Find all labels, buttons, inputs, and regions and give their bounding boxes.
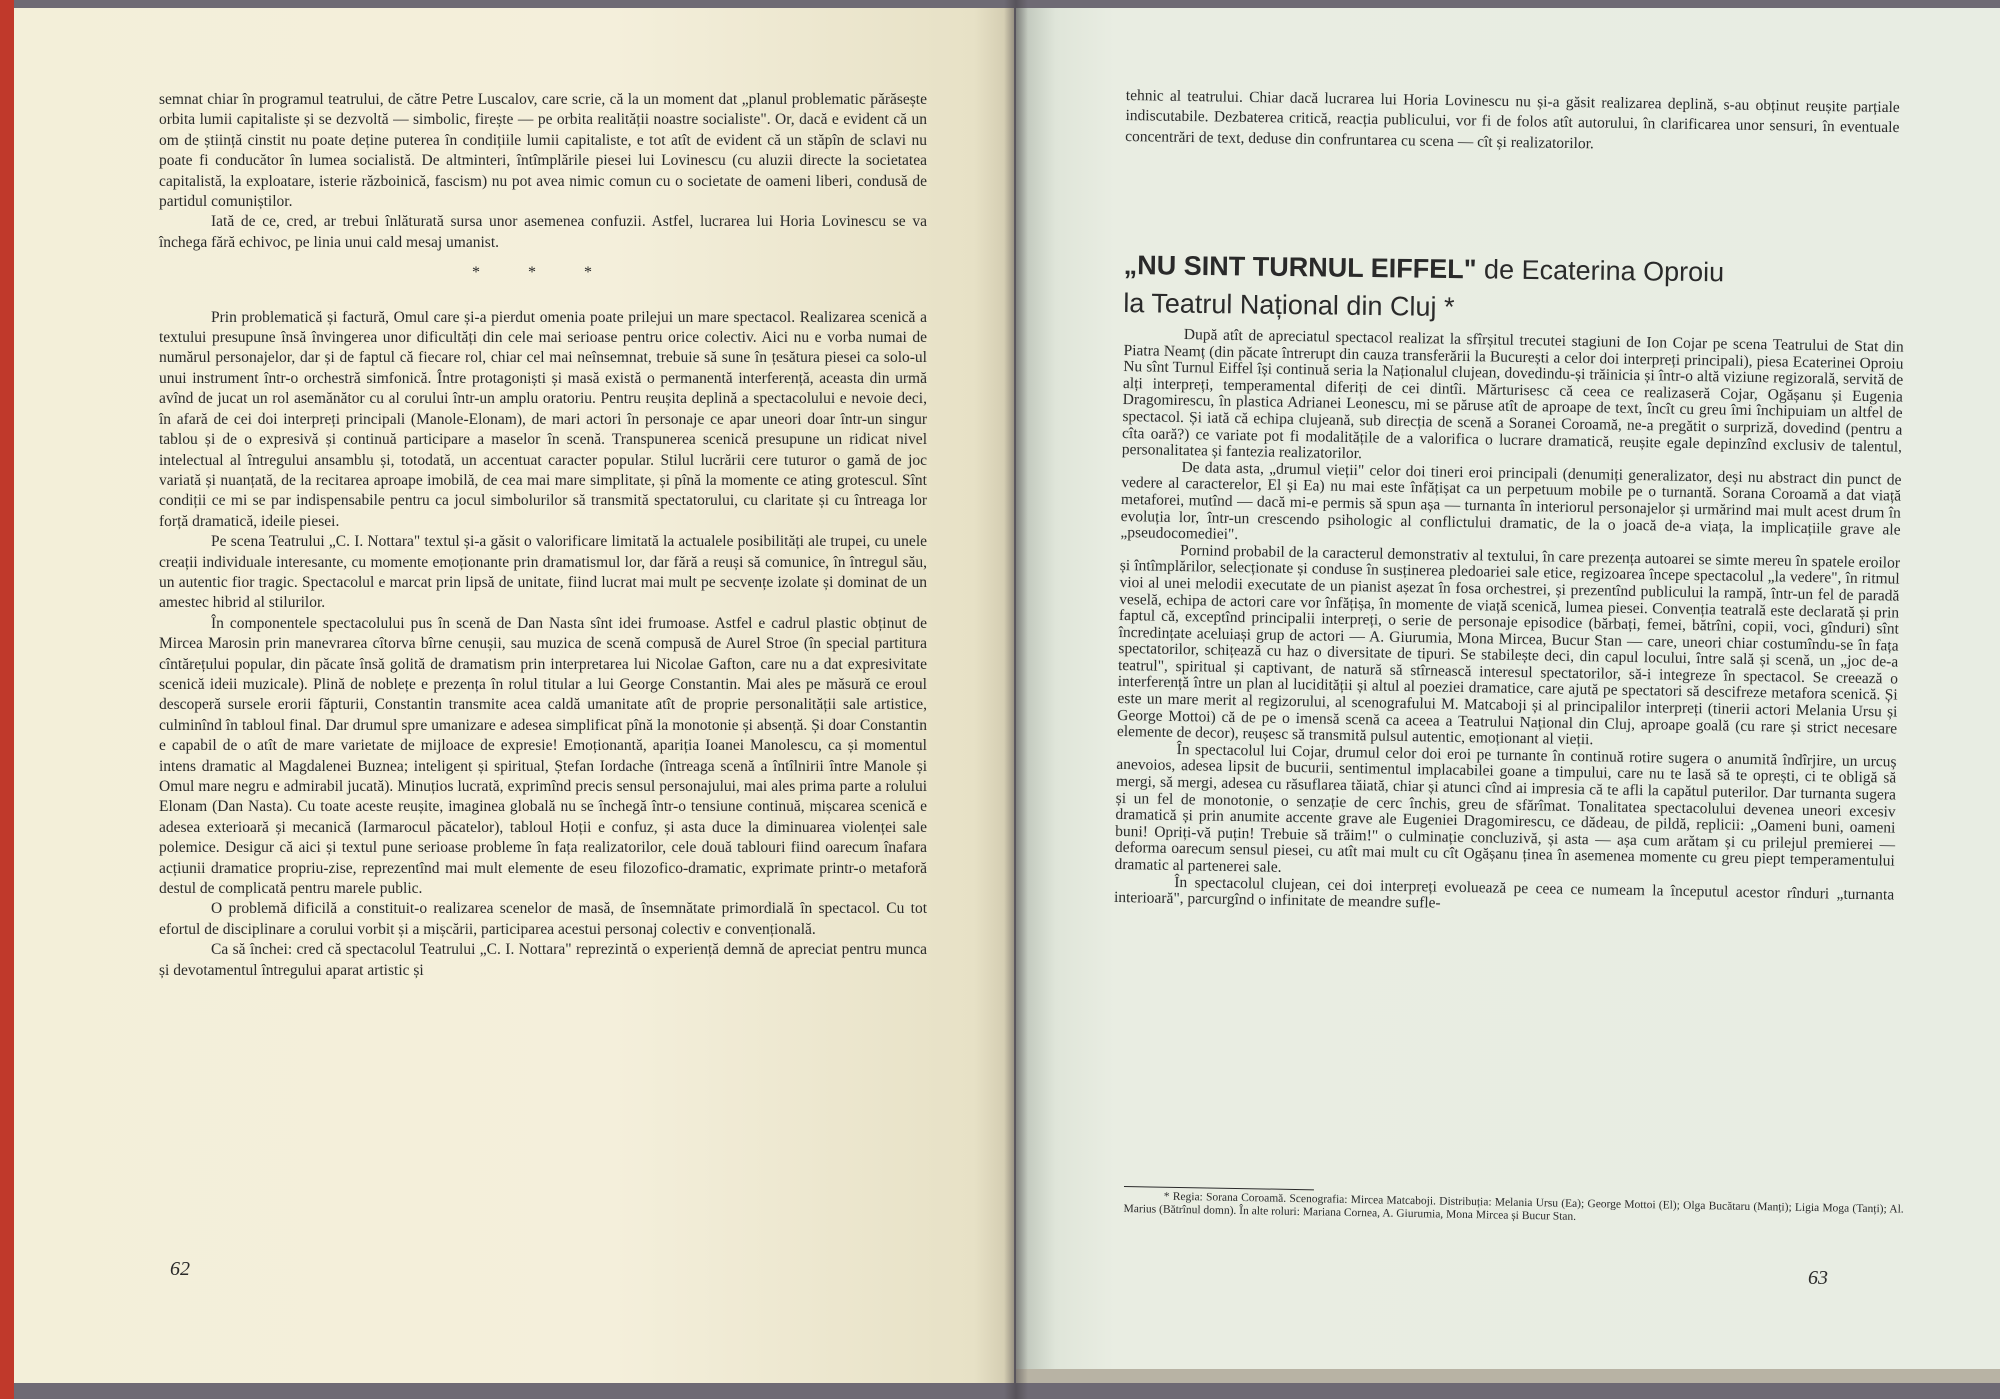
- paragraph: O problemă dificilă a constituit-o realizarea scenelor de masă, de însemnătate primordială în spectacol. Cu tot efortul de disciplinare a corului vorbit și a mișcării, participarea acestui personaj colectiv e convențională.: [159, 900, 927, 938]
- section-separator: * * *: [472, 264, 614, 282]
- article-body: [1114, 326, 1904, 920]
- paragraph: tehnic al teatrului. Chiar dacă lucrarea lui Horia Lovinescu nu și-a găsit realizarea deplină, s-au obținut reușite parțiale indiscutabile. Dezbaterea critică, reacția publicului, vor fi de folos atît autorului, în clarificarea unor sensuri, în eventuale concentrări de text, deduse din confruntarea cu scena — cît și realizatorilor.: [1125, 86, 1900, 153]
- page-number: 63: [1808, 1267, 1828, 1289]
- paragraph: Pe scena Teatrului „C. I. Nottara" textul și-a găsit o valorificare limitată la actualele posibilități ale trupei, cu unele creații individuale interesante, cu momente emoționante prin dramatismul lor, dar fără a reuși să comunice, în întregul său, un autentic fior tragic. Spectacolul e marcat prin lipsă de unitate, fiind lucrat mai mult pe secvențe izolate și dominat de un amestec hibrid al stilurilor.: [159, 533, 927, 612]
- paragraph: Prin problematică și factură, Omul care și-a pierdut omenia poate prilejui un mare spectacol. Realizarea scenică a textului presupune însă învingerea unor dificultăți din cele mai serioase pentru orice colectiv. Aici nu e vorba numai de numărul personajelor, dar și de faptul că fiecare rol, chiar cel mai neînsemnat, trebuie să sune în țesătura piesei ca solo-ul unui instrument într-o orchestră simfonică. Între protagoniști și masă există o permanentă interferență, aceasta din urmă avînd de jucat un rol asemănător cu al corului într-un amplu oratoriu. Pentru reușita deplină a spectacolului e nevoie deci, în afară de cei doi interpreți principali (Manole-Elonam), de mari actori în personaje ce apar uneori doar într-un singur tablou și de o expresivă și continuă participare a maselor în scenă. Transpunerea scenică presupune un ridicat nivel intelectual al întregului ansamblu și, totodată, un accentuat caracter popular. Stilul lucrării cere tuturor o gamă de joc variată și nuanțată, de la recitarea aproape imobilă, de cea mai mare simplitate, și pînă la momente ce ating grotescul. Sînt condiții ce mi se par indispensabile pentru ca jocul simbolurilor să transmită spectatorului, cu claritate și cu întreaga lor forță dramatică, ideile piesei.: [159, 308, 927, 530]
- left-page: [14, 8, 1014, 1383]
- title-play-name: „NU SINT TURNUL EIFFEL": [1123, 249, 1477, 285]
- right-page: [1016, 8, 2000, 1383]
- paragraph: Ca să închei: cred că spectacolul Teatrului „C. I. Nottara" reprezintă o experiență demnă de apreciat pentru munca și devotamentul întregului aparat artistic și: [159, 941, 927, 979]
- page-number: 62: [170, 1258, 190, 1280]
- left-page-text: [159, 90, 927, 981]
- paragraph: În componentele spectacolului pus în scenă de Dan Nasta sînt idei frumoase. Astfel e cadrul plastic obținut de Mircea Marosin prin manevrarea cîtorva bîrne cenușii, sau muzica de scenă compusă de Aurel Stroe (în special partitura cîntărețului popular, din păcate însă golită de dramatism prin interpretarea lui Nicolae Gafton, care nu a dat expresivitate scenică ideii muzicale). Plină de noblețe e prezența în rolul titular a lui George Constantin. Mai ales pe măsură ce eroul descoperă sursele erorii făpturii, Constantin transmite acea caldă umanitate atît de proprie personalității sale artistice, culminînd în tabloul final. Dar drumul spre umanizare e adesea simplificat pînă la monotonie și absență. Și doar Constantin e capabil de o atît de mare varietate de mijloace de expresie! Emoționantă, apariția Ioanei Manolescu, ca și momentul intens dramatic al Magdalenei Buznea; inteligent și spiritual, Ștefan Iordache (întreaga scenă a întîlnirii între Manole și Omul mare negru e admirabil jucată). Minuțios lucrată, exprimînd precis sensul personajului, mai ales prima parte a rolului Elonam (Dan Nasta). Cu toate aceste reușite, imaginea globală nu se închegă într-o tensiune continuă, mișcarea scenică e adesea exterioară și mecanică (Iarmarocul păcatelor), tabloul Hoții e confuz, și asta duce la diminuarea violenței sale polemice. Desigur că aici și textul pune serioase probleme în fața realizatorilor, cele două tablouri fiind oarecum înafara acțiunii dramatice propriu-zise, reprezentînd mai mult elemente de eseu filozofico-dramatic, exprimate printr-o metaforă destul de complicată pentru marele public.: [159, 614, 927, 898]
- paragraph: După atît de apreciatul spectacol realizat la sfîrșitul trecutei stagiuni de Ion Cojar pe scena Teatrului de Stat din Piatra Neamț (din păcate întrerupt din cauza transferării la București a celor doi interpreți principali), piesa Ecaterinei Oproiu Nu sînt Turnul Eiffel își continuă seria la Naționalul clujean, dovedindu-și trăinicia și într-o altă viziune regizorală, servită de alți interpreți, temperamental diferiți de cei dintîi. Mărturisesc că ceea ce realizaseră Cojar, Ogășanu și Eugenia Dragomirescu, în plastica Adrianei Leonescu, mi se păruse atît de aproape de text, încît cu greu îmi închipuiam un altfel de spectacol. Și iată că echipa clujeană, sub direcția de scenă a Soranei Coroamă, ne-a pregătit o surpriză, dovedind (pentru a cîta oară?) ce variate pot fi modalitățile de a valorifica o lucrare dramatică, reușite egale depinzînd exclusiv de talentul, personalitatea și fantezia realizatorilor.: [1121, 326, 1904, 463]
- book-gutter: [1004, 0, 1028, 1399]
- article-title: [1123, 246, 1884, 331]
- paragraph: În spectacolul lui Cojar, drumul celor doi eroi pe turnante în continuă rotire sugera o anumită îndîrjire, un urcuș anevoios, adesea lipsit de bucurii, sentimentul implacabilei goane a timpului, care nu te lasă să te oprești, ci te obligă să mergi, să mergi, adesea cu răsuflarea tăiată, chiar și atunci cînd ai impresia că te afli la capătul puterilor. Dar turnanta sugera și un fel de monotonie, o senzație de cerc închis, greu de sfărîmat. Tonalitatea spectacolului devenea uneori excesiv dramatică și prin anumite accente grave ale Eugeniei Dragomirescu, ce dădeau, de pildă, replicii: „Oameni buni, oameni buni! Opriți-vă puțin! Trebuie să trăim!" o culminație concluzivă, și asta — așa cum arătam și cu prilejul premierei — deforma oarecum sensul piesei, cu atît mai mult cu cît Ogășanu ținea în asemenea momente cu greu piept temperamentului dramatic al partenerei sale.: [1114, 740, 1897, 876]
- title-theatre: la Teatrul Național din Cluj *: [1123, 287, 1455, 323]
- book-spine-edge: [0, 0, 14, 1399]
- paragraph: De data asta, „drumul vieții" celor doi tineri eroi principali (denumiți generalizator, deși nu abstract din punct de vedere al caracterelor, El și Ea) nu mai este înfățișat ca un perpetuum mobile pe o turnantă. Sorana Coroamă a dat viață metaforei, mutînd — dacă mi-e permis să spun așa — turnanta în interiorul personajelor și urmărind mai mult acest drum în evoluția lor, într-un crescendo psihologic al conflictului dramatic, de la o joacă de-a viața, la implicațiile grave ale „pseudocomediei".: [1120, 458, 1902, 544]
- paragraph: Pornind probabil de la caracterul demonstrativ al textului, în care prezența autoarei se simte mereu în spatele eroilor și întîmplărilor, selecționate și conduse în susținerea pledoariei sale etice, regizoarea începe spectacolul „la vedere", în ritmul vioi al unei melodii executate de un pianist așezat în fosa orchestrei, și prezentînd publicului la rampă, într-un fel de paradă veselă, echipa de actori care vor înfățișa, în momente de viață scenică, lumea piesei. Convenția teatrală este declarată și prin faptul că, exceptînd principalii interpreți, o serie de personaje episodice (bărbați, femei, bătrîni, copii, voci, gînduri) sînt încredințate aceluiași grup de actori — A. Giurumia, Mona Mircea, Bucur Stan — care, uneori chiar costumîndu-se în fața spectatorilor, schițează cu haz o diversitate de tipuri. Se stabilește deci, din capul locului, între sală și scenă, un „joc de-a teatrul", spiritual și captivant, de natură să stîrnească interesul spectatorilor, să-i integreze în spectacol. Se creează o interferență între un plan al lucidității și altul al poeziei dramatice, care ajută pe spectatori să descifreze metafora scenică. Și este un mare merit al regizorului, al scenografului M. Matcaboji și al principalilor interpreți (tinerii actori Melania Ursu și George Mottoi) că de pe o imensă scenă ca aceea a Teatrului Național din Cluj, aproape goală (cu rare și strict necesare elemente de decor), reușesc să transmită pulsul autentic, emoționant al vieții.: [1116, 541, 1901, 749]
- paragraph: semnat chiar în programul teatrului, de către Petre Luscalov, care scrie, că la un moment dat „planul problematic părăsește orbita lumii capitaliste și se dezvoltă — simbolic, firește — pe orbita realității noastre socialiste". Or, dacă e evident că un om de știință cinstit nu poate deține puterea în condițiile lumii capitaliste, e tot atît de evident că un stăpîn de sclavi nu poate fi conducător în lumea socialistă. De altminteri, întîmplările piesei lui Lovinescu (cu aluzii directe la societatea capitalistă, la exploatare, isterie războinică, fascism) nu pot avea nimic comun cu o societate de oameni liberi, condusă de partidul comuniștilor.: [159, 91, 927, 211]
- footnote: [1123, 1186, 1903, 1229]
- title-author: de Ecaterina Oproiu: [1476, 254, 1725, 288]
- continued-text: [1125, 86, 1900, 159]
- footnote-text: * Regia: Sorana Coroamă. Scenografia: Mircea Matcaboji. Distribuția: Melania Ursu (Ea); George Mottoi (El); Olga Bucătaru (Manți); Ligia Moga (Tanți); Al. Marius (Bătrînul domn). În alte roluri: Mariana Cornea, A. Giurumia, Mona Mircea și Bucur Stan.: [1123, 1190, 1904, 1223]
- paragraph: În spectacolul clujean, cei doi interpreți evoluează pe ceea ce numeam la începutul acestor rînduri „turnanta interioară", parcurgînd o infinitate de meandre sufle-: [1113, 873, 1895, 912]
- paragraph: Iată de ce, cred, ar trebui înlăturată sursa unor asemenea confuzii. Astfel, lucrarea lui Horia Lovinescu se va închega fără echivoc, pe linia unui cald mesaj umanist.: [159, 213, 927, 251]
